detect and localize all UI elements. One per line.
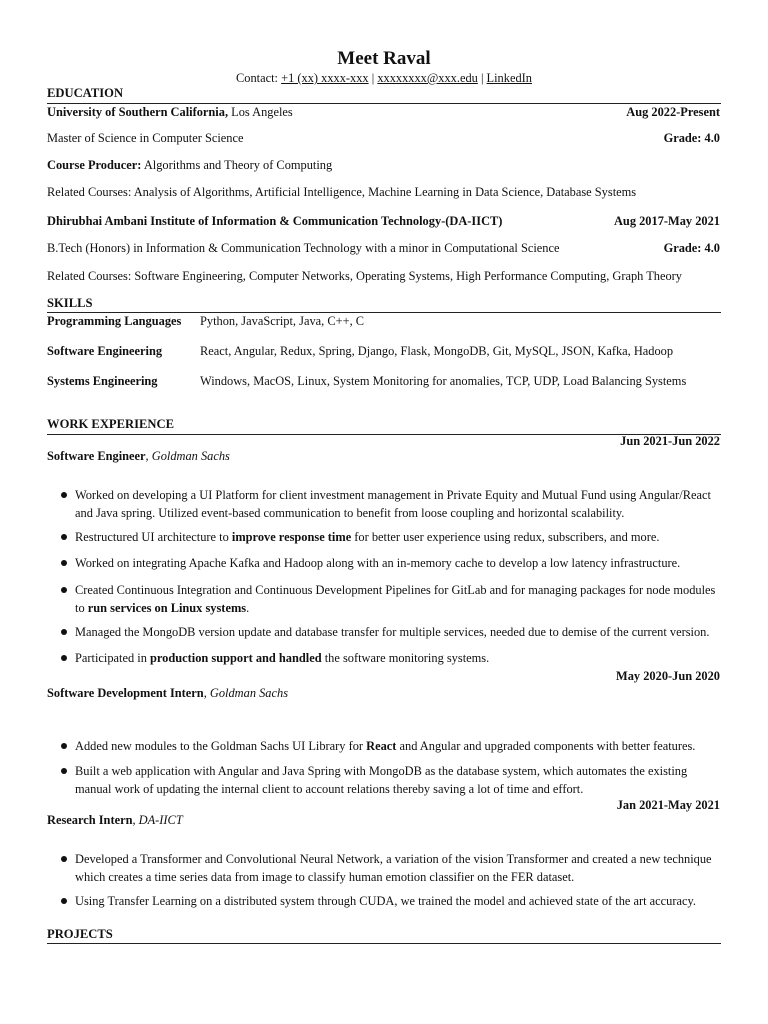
bullet-text-part: . [246, 601, 250, 615]
bullet-text-part: Participated in [75, 651, 151, 665]
usc-grade: Grade: 4.0 [663, 131, 720, 145]
bullet-text-part: Restructured UI architecture to [75, 530, 232, 544]
skill-label: Software Engineering [47, 344, 163, 358]
bullet-text-bold: run services on Linux systems [87, 601, 247, 615]
bullet-text: Developed a Transformer and Convolutional Neural Network, a variation of the vision Transformer and created a new technique which creates a time series data from image to classify human emotion classifier on the FER dataset. [75, 852, 712, 884]
bullet-text: Worked on developing a UI Platform for client investment management in Private Equity and Mutual Fund using Angular/React and Java spring. Utilized event-based communication to benefit from loose coupling and horizontal scalability. [75, 488, 711, 520]
usc-location: Los Angeles [228, 105, 293, 119]
contact-line [0, 71, 768, 86]
bullet-text [75, 528, 725, 546]
skill-value: React, Angular, Redux, Spring, Django, Flask, MongoDB, Git, MySQL, JSON, Kafka, Hadoop [200, 344, 674, 358]
job-role: Software Development Intern [47, 686, 204, 700]
bullet-icon [61, 898, 67, 904]
usc-dates: Aug 2022-Present [626, 105, 720, 119]
bullet-icon [61, 743, 67, 749]
daiict-grade: Grade: 4.0 [663, 241, 720, 255]
usc-course-producer [47, 158, 332, 173]
contact-separator: | [368, 71, 378, 85]
course-producer-label: Course Producer: [47, 158, 142, 172]
skill-label: Programming Languages [47, 314, 182, 328]
section-title-projects: PROJECTS [47, 927, 113, 941]
job-title-line [47, 813, 183, 828]
job-company: , Goldman Sachs [203, 686, 289, 700]
bullet-text [75, 737, 725, 755]
bullet-icon [61, 856, 67, 862]
skill-value: Python, JavaScript, Java, C++, C [200, 314, 365, 328]
bullet-icon [61, 655, 67, 661]
usc-school: University of Southern California, [47, 105, 229, 119]
contact-prefix: Contact: [236, 71, 282, 85]
section-divider [47, 312, 721, 313]
bullet-text-part: Added new modules to the Goldman Sachs UI Library for [75, 739, 367, 753]
section-title-education: EDUCATION [47, 86, 124, 100]
bullet-icon [61, 587, 67, 593]
bullet-text [75, 649, 725, 667]
skill-label: Systems Engineering [47, 374, 158, 388]
bullet-text-bold: production support and handled [150, 651, 322, 665]
bullet-icon [61, 768, 67, 774]
daiict-dates: Aug 2017-May 2021 [613, 214, 720, 228]
job-title-line [47, 686, 288, 701]
bullet-text-bold: improve response time [231, 530, 352, 544]
daiict-degree: B.Tech (Honors) in Information & Communication Technology with a minor in Computational Science [47, 241, 560, 255]
resume-name: Meet Raval [337, 48, 431, 69]
usc-degree: Master of Science in Computer Science [47, 131, 244, 145]
bullet-text [75, 581, 725, 617]
daiict-school: Dhirubhai Ambani Institute of Information & Communication Technology-(DA-IICT) [47, 214, 503, 228]
section-title-work-experience: WORK EXPERIENCE [47, 417, 175, 431]
section-title-skills: SKILLS [47, 296, 93, 310]
job-dates: Jun 2021-Jun 2022 [620, 434, 720, 448]
course-producer-value: Algorithms and Theory of Computing [141, 158, 333, 172]
bullet-icon [61, 629, 67, 635]
bullet-text: Managed the MongoDB version update and database transfer for multiple services, needed due to demise of the current version. [75, 625, 710, 639]
section-divider [47, 103, 721, 104]
bullet-icon [61, 560, 67, 566]
usc-related-courses: Related Courses: Analysis of Algorithms, Artificial Intelligence, Machine Learning in Data Science, Database Systems [47, 185, 637, 199]
bullet-text-part: for better user experience using redux, subscribers, and more. [351, 530, 660, 544]
bullet-text-part: the software monitoring systems. [321, 651, 490, 665]
bullet-text: Built a web application with Angular and Java Spring with MongoDB as the database system, which automates the existing manual work of updating the internal client to account relations thereby saving a lot of time and effort. [75, 764, 688, 796]
bullet-text: Worked on integrating Apache Kafka and Hadoop along with an in-memory cache to develop a low latency infrastructure. [75, 556, 681, 570]
bullet-text-bold: React [366, 739, 397, 753]
daiict-related-courses: Related Courses: Software Engineering, Computer Networks, Operating Systems, High Performance Computing, Graph Theory [47, 269, 683, 283]
contact-separator: | [477, 71, 487, 85]
phone-link[interactable]: +1 (xx) xxxx-xxx [281, 71, 369, 85]
job-role: Software Engineer [47, 449, 146, 463]
bullet-text-part: and Angular and upgraded components with better features. [396, 739, 696, 753]
job-dates: Jan 2021-May 2021 [616, 798, 720, 812]
bullet-icon [61, 492, 67, 498]
job-company: , DA-IICT [132, 813, 183, 827]
job-role: Research Intern [47, 813, 133, 827]
bullet-text: Using Transfer Learning on a distributed system through CUDA, we trained the model and achieved state of the art accuracy. [75, 894, 696, 908]
job-dates: May 2020-Jun 2020 [616, 669, 720, 683]
job-title-line [47, 449, 230, 464]
usc-school-line [47, 105, 293, 120]
job-company: , Goldman Sachs [145, 449, 230, 463]
email-link[interactable]: xxxxxxxx@xxx.edu [377, 71, 478, 85]
bullet-text-part: Created Continuous Integration and Continuous Development Pipelines for GitLab and for managing packages for node modules to [75, 583, 716, 615]
section-divider [47, 943, 721, 944]
skill-value: Windows, MacOS, Linux, System Monitoring for anomalies, TCP, UDP, Load Balancing Systems [200, 374, 687, 388]
linkedin-link[interactable]: LinkedIn [486, 71, 532, 85]
bullet-icon [61, 534, 67, 540]
